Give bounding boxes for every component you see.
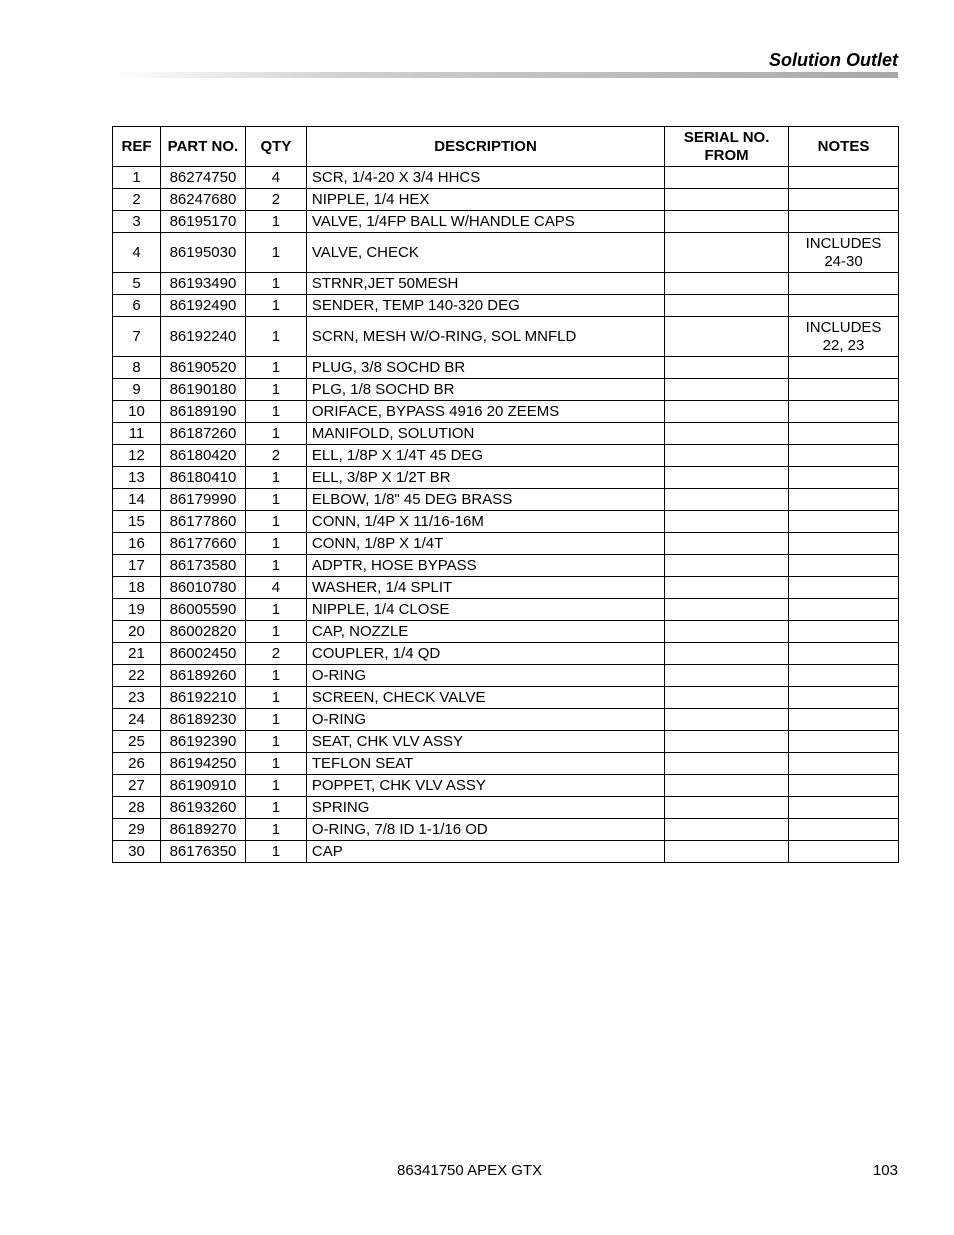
- table-row: [113, 273, 899, 295]
- cell-serial-no-from: [665, 687, 789, 709]
- cell-serial-no-from: [665, 533, 789, 555]
- cell-qty: 2: [245, 189, 306, 211]
- cell-ref: 21: [113, 643, 161, 665]
- cell-notes: [789, 753, 899, 775]
- cell-serial-no-from: [665, 189, 789, 211]
- cell-ref: 14: [113, 489, 161, 511]
- cell-serial-no-from: [665, 379, 789, 401]
- cell-serial-no-from: [665, 167, 789, 189]
- cell-qty: 1: [245, 273, 306, 295]
- cell-serial-no-from: [665, 445, 789, 467]
- cell-qty: 1: [245, 401, 306, 423]
- table-row: [113, 467, 899, 489]
- cell-part-no: 86180420: [160, 445, 245, 467]
- cell-description: O-RING, 7/8 ID 1-1/16 OD: [306, 819, 664, 841]
- table-row: [113, 189, 899, 211]
- table-row: [113, 775, 899, 797]
- cell-qty: 4: [245, 577, 306, 599]
- cell-serial-no-from: [665, 511, 789, 533]
- cell-ref: 3: [113, 211, 161, 233]
- cell-part-no: 86189270: [160, 819, 245, 841]
- table-row: [113, 167, 899, 189]
- cell-part-no: 86010780: [160, 577, 245, 599]
- cell-qty: 1: [245, 753, 306, 775]
- cell-description: CONN, 1/4P X 11/16-16M: [306, 511, 664, 533]
- cell-qty: 1: [245, 317, 306, 357]
- cell-part-no: 86002450: [160, 643, 245, 665]
- table-row: [113, 379, 899, 401]
- column-header-qty: QTY: [245, 127, 306, 167]
- cell-qty: 4: [245, 167, 306, 189]
- cell-description: O-RING: [306, 665, 664, 687]
- cell-part-no: 86002820: [160, 621, 245, 643]
- cell-qty: 1: [245, 233, 306, 273]
- cell-description: PLG, 1/8 SOCHD BR: [306, 379, 664, 401]
- cell-notes: [789, 687, 899, 709]
- cell-serial-no-from: [665, 621, 789, 643]
- cell-notes: [789, 273, 899, 295]
- cell-notes: [789, 423, 899, 445]
- cell-notes: [789, 167, 899, 189]
- cell-qty: 1: [245, 357, 306, 379]
- table-row: [113, 317, 899, 357]
- table-row: [113, 753, 899, 775]
- cell-description: VALVE, 1/4FP BALL W/HANDLE CAPS: [306, 211, 664, 233]
- cell-serial-no-from: [665, 797, 789, 819]
- cell-notes: INCLUDES 22, 23: [789, 317, 899, 357]
- table-row: [113, 687, 899, 709]
- cell-ref: 22: [113, 665, 161, 687]
- cell-serial-no-from: [665, 317, 789, 357]
- cell-notes: [789, 841, 899, 863]
- cell-description: SCRN, MESH W/O-RING, SOL MNFLD: [306, 317, 664, 357]
- cell-serial-no-from: [665, 233, 789, 273]
- cell-description: ORIFACE, BYPASS 4916 20 ZEEMS: [306, 401, 664, 423]
- cell-part-no: 86194250: [160, 753, 245, 775]
- cell-serial-no-from: [665, 423, 789, 445]
- cell-description: VALVE, CHECK: [306, 233, 664, 273]
- cell-serial-no-from: [665, 753, 789, 775]
- cell-ref: 23: [113, 687, 161, 709]
- cell-serial-no-from: [665, 467, 789, 489]
- cell-notes: [789, 665, 899, 687]
- cell-description: SCR, 1/4-20 X 3/4 HHCS: [306, 167, 664, 189]
- cell-ref: 25: [113, 731, 161, 753]
- cell-ref: 15: [113, 511, 161, 533]
- cell-description: POPPET, CHK VLV ASSY: [306, 775, 664, 797]
- cell-serial-no-from: [665, 401, 789, 423]
- cell-description: SEAT, CHK VLV ASSY: [306, 731, 664, 753]
- cell-ref: 20: [113, 621, 161, 643]
- cell-part-no: 86192490: [160, 295, 245, 317]
- cell-serial-no-from: [665, 489, 789, 511]
- cell-part-no: 86195030: [160, 233, 245, 273]
- cell-qty: 1: [245, 295, 306, 317]
- cell-ref: 29: [113, 819, 161, 841]
- cell-qty: 1: [245, 709, 306, 731]
- cell-part-no: 86193260: [160, 797, 245, 819]
- cell-qty: 1: [245, 775, 306, 797]
- cell-serial-no-from: [665, 295, 789, 317]
- cell-qty: 1: [245, 511, 306, 533]
- cell-qty: 1: [245, 731, 306, 753]
- footer-document-id: 86341750 APEX GTX: [397, 1162, 543, 1179]
- cell-ref: 18: [113, 577, 161, 599]
- cell-qty: 2: [245, 445, 306, 467]
- page-title: Solution Outlet: [769, 50, 898, 70]
- cell-description: CAP: [306, 841, 664, 863]
- cell-description: O-RING: [306, 709, 664, 731]
- cell-ref: 2: [113, 189, 161, 211]
- table-row: [113, 709, 899, 731]
- cell-notes: [789, 401, 899, 423]
- cell-description: CONN, 1/8P X 1/4T: [306, 533, 664, 555]
- cell-part-no: 86173580: [160, 555, 245, 577]
- cell-part-no: 86189190: [160, 401, 245, 423]
- cell-qty: 1: [245, 665, 306, 687]
- cell-notes: [789, 797, 899, 819]
- cell-part-no: 86247680: [160, 189, 245, 211]
- cell-qty: 1: [245, 533, 306, 555]
- table-row: [113, 511, 899, 533]
- cell-part-no: 86195170: [160, 211, 245, 233]
- cell-qty: 1: [245, 467, 306, 489]
- cell-qty: 2: [245, 643, 306, 665]
- cell-part-no: 86179990: [160, 489, 245, 511]
- column-header-part-no: PART NO.: [160, 127, 245, 167]
- cell-description: SPRING: [306, 797, 664, 819]
- cell-notes: [789, 511, 899, 533]
- cell-qty: 1: [245, 599, 306, 621]
- cell-notes: [789, 379, 899, 401]
- table-row: [113, 233, 899, 273]
- cell-serial-no-from: [665, 665, 789, 687]
- cell-notes: [789, 819, 899, 841]
- cell-qty: 1: [245, 211, 306, 233]
- cell-ref: 11: [113, 423, 161, 445]
- cell-ref: 26: [113, 753, 161, 775]
- cell-qty: 1: [245, 687, 306, 709]
- header-rule: [112, 72, 898, 78]
- cell-serial-no-from: [665, 599, 789, 621]
- table-row: [113, 819, 899, 841]
- cell-qty: 1: [245, 797, 306, 819]
- cell-notes: [789, 643, 899, 665]
- cell-notes: [789, 555, 899, 577]
- cell-notes: [789, 731, 899, 753]
- cell-notes: [789, 577, 899, 599]
- table-row: [113, 211, 899, 233]
- cell-description: STRNR,JET 50MESH: [306, 273, 664, 295]
- cell-description: NIPPLE, 1/4 CLOSE: [306, 599, 664, 621]
- page-number: 103: [872, 1162, 898, 1179]
- cell-ref: 12: [113, 445, 161, 467]
- parts-table: [112, 126, 899, 863]
- cell-notes: INCLUDES 24-30: [789, 233, 899, 273]
- cell-description: TEFLON SEAT: [306, 753, 664, 775]
- cell-qty: 1: [245, 621, 306, 643]
- cell-serial-no-from: [665, 775, 789, 797]
- cell-notes: [789, 467, 899, 489]
- column-header-description: DESCRIPTION: [306, 127, 664, 167]
- cell-part-no: 86187260: [160, 423, 245, 445]
- cell-description: ADPTR, HOSE BYPASS: [306, 555, 664, 577]
- cell-serial-no-from: [665, 211, 789, 233]
- cell-serial-no-from: [665, 819, 789, 841]
- table-row: [113, 555, 899, 577]
- cell-qty: 1: [245, 423, 306, 445]
- cell-notes: [789, 211, 899, 233]
- cell-part-no: 86190180: [160, 379, 245, 401]
- cell-qty: 1: [245, 379, 306, 401]
- cell-part-no: 86192390: [160, 731, 245, 753]
- cell-notes: [789, 489, 899, 511]
- cell-notes: [789, 775, 899, 797]
- table-header-row: [113, 127, 899, 167]
- cell-ref: 19: [113, 599, 161, 621]
- cell-part-no: 86190520: [160, 357, 245, 379]
- cell-description: SENDER, TEMP 140-320 DEG: [306, 295, 664, 317]
- cell-ref: 10: [113, 401, 161, 423]
- cell-part-no: 86192210: [160, 687, 245, 709]
- cell-ref: 28: [113, 797, 161, 819]
- cell-ref: 8: [113, 357, 161, 379]
- table-row: [113, 295, 899, 317]
- cell-notes: [789, 533, 899, 555]
- cell-ref: 17: [113, 555, 161, 577]
- table-row: [113, 599, 899, 621]
- table-row: [113, 621, 899, 643]
- table-row: [113, 841, 899, 863]
- cell-ref: 27: [113, 775, 161, 797]
- cell-part-no: 86274750: [160, 167, 245, 189]
- cell-serial-no-from: [665, 643, 789, 665]
- cell-ref: 7: [113, 317, 161, 357]
- table-row: [113, 577, 899, 599]
- cell-part-no: 86192240: [160, 317, 245, 357]
- cell-ref: 5: [113, 273, 161, 295]
- cell-part-no: 86189260: [160, 665, 245, 687]
- cell-ref: 1: [113, 167, 161, 189]
- cell-qty: 1: [245, 819, 306, 841]
- cell-description: MANIFOLD, SOLUTION: [306, 423, 664, 445]
- cell-description: SCREEN, CHECK VALVE: [306, 687, 664, 709]
- cell-ref: 9: [113, 379, 161, 401]
- column-header-ref: REF: [113, 127, 161, 167]
- cell-notes: [789, 189, 899, 211]
- cell-part-no: 86189230: [160, 709, 245, 731]
- table-row: [113, 731, 899, 753]
- cell-serial-no-from: [665, 273, 789, 295]
- cell-description: COUPLER, 1/4 QD: [306, 643, 664, 665]
- cell-description: NIPPLE, 1/4 HEX: [306, 189, 664, 211]
- cell-serial-no-from: [665, 577, 789, 599]
- cell-serial-no-from: [665, 731, 789, 753]
- cell-notes: [789, 445, 899, 467]
- cell-qty: 1: [245, 555, 306, 577]
- cell-description: WASHER, 1/4 SPLIT: [306, 577, 664, 599]
- parts-table-body: [113, 167, 899, 863]
- cell-ref: 24: [113, 709, 161, 731]
- cell-ref: 6: [113, 295, 161, 317]
- cell-ref: 4: [113, 233, 161, 273]
- cell-part-no: 86177660: [160, 533, 245, 555]
- cell-part-no: 86193490: [160, 273, 245, 295]
- cell-serial-no-from: [665, 357, 789, 379]
- table-row: [113, 445, 899, 467]
- cell-notes: [789, 599, 899, 621]
- cell-ref: 13: [113, 467, 161, 489]
- table-row: [113, 665, 899, 687]
- table-row: [113, 357, 899, 379]
- table-row: [113, 489, 899, 511]
- table-row: [113, 533, 899, 555]
- cell-part-no: 86005590: [160, 599, 245, 621]
- cell-description: CAP, NOZZLE: [306, 621, 664, 643]
- cell-part-no: 86176350: [160, 841, 245, 863]
- cell-description: ELL, 1/8P X 1/4T 45 DEG: [306, 445, 664, 467]
- cell-notes: [789, 295, 899, 317]
- cell-notes: [789, 357, 899, 379]
- cell-qty: 1: [245, 841, 306, 863]
- cell-part-no: 86190910: [160, 775, 245, 797]
- table-row: [113, 643, 899, 665]
- cell-notes: [789, 709, 899, 731]
- cell-description: ELL, 3/8P X 1/2T BR: [306, 467, 664, 489]
- cell-serial-no-from: [665, 841, 789, 863]
- cell-description: PLUG, 3/8 SOCHD BR: [306, 357, 664, 379]
- cell-ref: 30: [113, 841, 161, 863]
- cell-serial-no-from: [665, 555, 789, 577]
- cell-notes: [789, 621, 899, 643]
- cell-ref: 16: [113, 533, 161, 555]
- table-row: [113, 423, 899, 445]
- cell-description: ELBOW, 1/8" 45 DEG BRASS: [306, 489, 664, 511]
- column-header-notes: NOTES: [789, 127, 899, 167]
- table-row: [113, 797, 899, 819]
- column-header-serial-no-from: SERIAL NO. FROM: [665, 127, 789, 167]
- cell-part-no: 86177860: [160, 511, 245, 533]
- cell-serial-no-from: [665, 709, 789, 731]
- cell-part-no: 86180410: [160, 467, 245, 489]
- table-row: [113, 401, 899, 423]
- cell-qty: 1: [245, 489, 306, 511]
